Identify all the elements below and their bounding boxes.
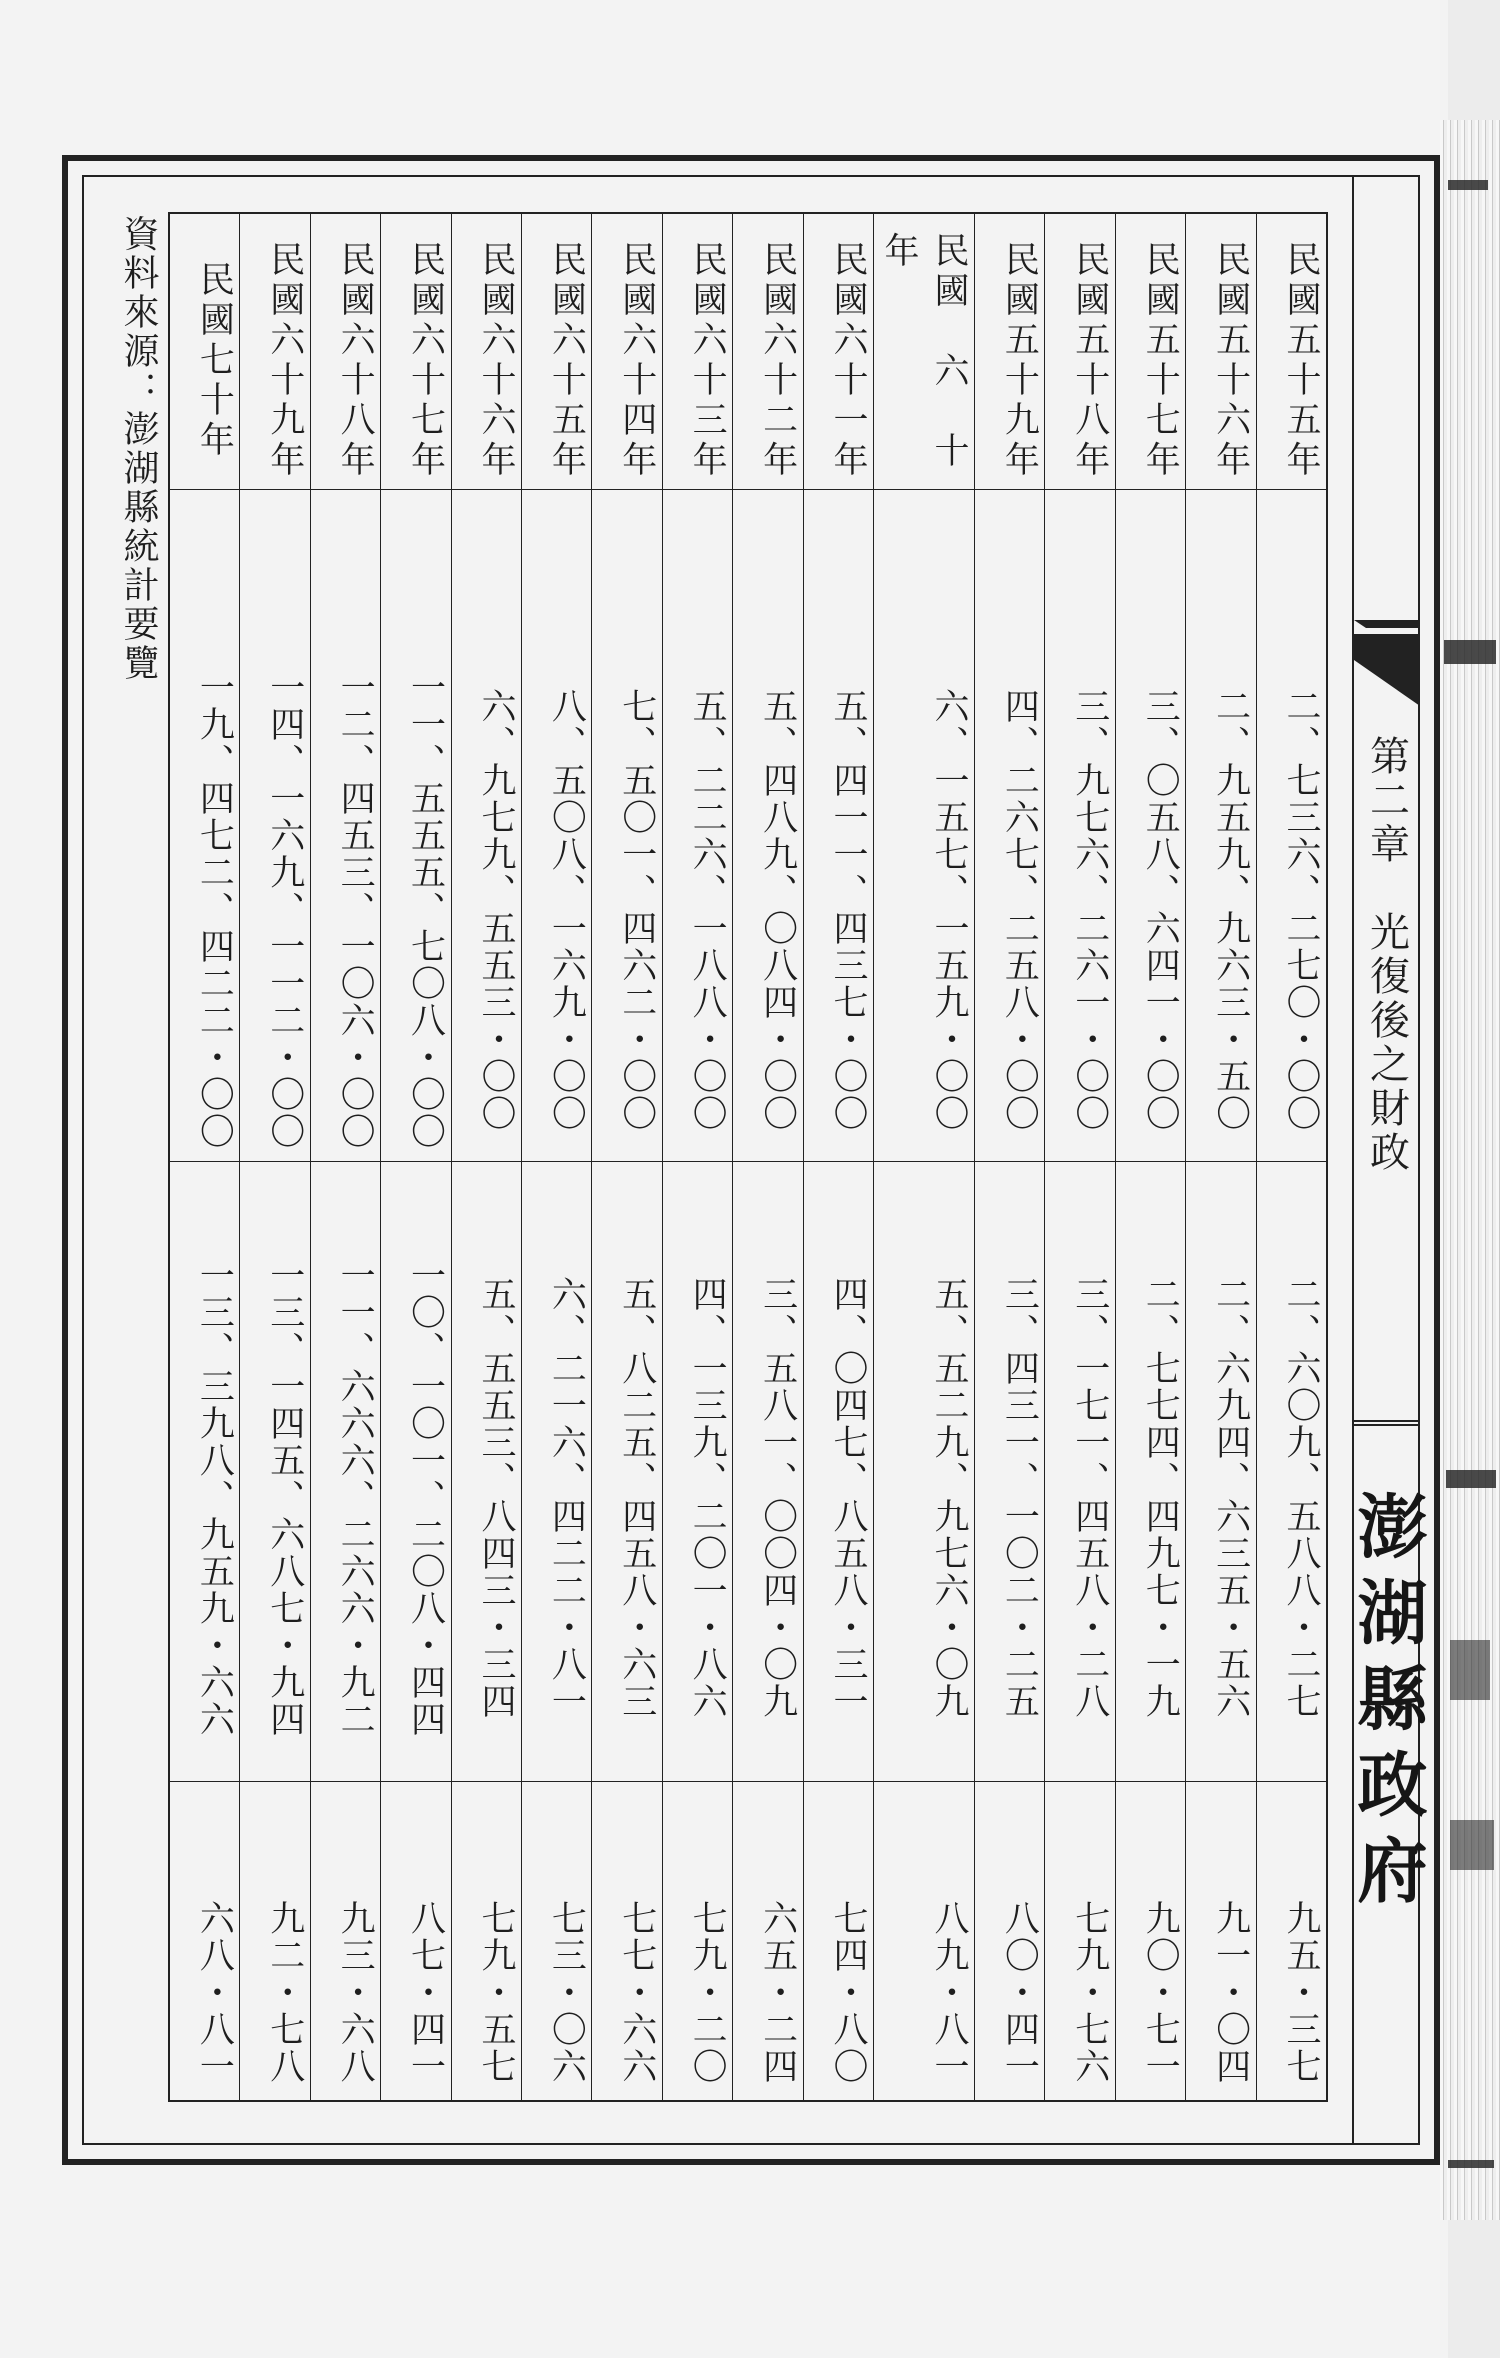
year-cell: 民國六十七年: [381, 214, 450, 490]
year-cell: 民國五十六年: [1186, 214, 1255, 490]
ratio-cell: 七九・二〇: [687, 1899, 728, 2085]
finance-table: [168, 212, 1328, 2102]
year-cell: 民國六十四年: [592, 214, 661, 490]
ratio-cell: 九五・三七: [1281, 1899, 1321, 2085]
budget-cell: 一二、四五三、一〇六・〇〇: [311, 490, 380, 1162]
actual-cell: 五、五五三、八四三・三四: [452, 1162, 521, 1782]
ratio-cell: 九一・〇四: [1210, 1899, 1251, 2085]
chapter-title: 第二章 光復後之財政: [1363, 735, 1410, 1175]
year-cell: 民國五十七年: [1116, 214, 1185, 490]
ratio-cell: 九〇・七一: [1140, 1899, 1181, 2085]
year-cell: 民國五十八年: [1045, 214, 1114, 490]
table-column: [310, 214, 380, 2100]
year-cell: 民國六十九年: [240, 214, 309, 490]
year-cell: 民國六十八年: [311, 214, 380, 490]
ratio-cell: 七三・〇六: [546, 1899, 587, 2085]
table-column: [1256, 214, 1326, 2100]
actual-cell: 二、七七四、四九七・一九: [1116, 1162, 1185, 1782]
table-column: [1185, 214, 1255, 2100]
actual-cell: 二、六〇九、五八八・二七: [1257, 1162, 1326, 1782]
chapter-marker: [1354, 620, 1420, 710]
actual-cell: 四、〇四七、八五八・三一: [804, 1162, 873, 1782]
ratio-cell: 九三・六八: [335, 1899, 376, 2085]
table-column: [521, 214, 591, 2100]
year-cell: 民國六十六年: [452, 214, 521, 490]
budget-cell: 七、五〇一、四六二・〇〇: [592, 490, 661, 1162]
table-column: [803, 214, 873, 2100]
actual-cell: 一三、一四五、六八七・九四: [240, 1162, 309, 1782]
table-column: [591, 214, 661, 2100]
actual-cell: 六、二一六、四二二・八一: [522, 1162, 591, 1782]
ratio-cell: 七九・七六: [1069, 1899, 1110, 2085]
actual-cell: 三、四三一、一〇二・二五: [975, 1162, 1044, 1782]
budget-cell: 二、九五九、九六三・五〇: [1186, 490, 1255, 1162]
table-column: [1115, 214, 1185, 2100]
year-cell: 民國七十年: [170, 214, 239, 490]
actual-cell: 五、八二五、四五八・六三: [592, 1162, 661, 1782]
budget-cell: 六、一五七、一五九・〇〇: [874, 490, 974, 1162]
actual-cell: 三、五八一、〇〇四・〇九: [733, 1162, 802, 1782]
budget-cell: 一四、一六九、一一二・〇〇: [240, 490, 309, 1162]
year-cell: 民國五十五年: [1257, 214, 1326, 490]
budget-cell: 一九、四七二、四二二・〇〇: [170, 490, 239, 1162]
table-column: [662, 214, 732, 2100]
page-edges: [1440, 120, 1500, 2220]
actual-cell: 一三、三九八、九五九・六六: [170, 1162, 239, 1782]
table-column: [974, 214, 1044, 2100]
ratio-cell: 六五・二四: [757, 1899, 798, 2085]
actual-cell: 四、一三九、二〇一・八六: [663, 1162, 732, 1782]
ratio-cell: 六八・八一: [194, 1899, 235, 2085]
year-cell: 民國六十五年: [522, 214, 591, 490]
budget-cell: 五、四八九、〇八四・〇〇: [733, 490, 802, 1162]
table-column: [239, 214, 309, 2100]
budget-cell: 二、七三六、二七〇・〇〇: [1257, 490, 1326, 1162]
ratio-cell: 九二・七八: [264, 1899, 305, 2085]
actual-cell: 五、五二九、九七六・〇九: [874, 1162, 974, 1782]
actual-cell: 一一、六六六、二六六・九二: [311, 1162, 380, 1782]
ratio-cell: 七四・八〇: [827, 1899, 868, 2085]
table-column: [732, 214, 802, 2100]
table-column: [873, 214, 974, 2100]
budget-cell: 三、〇五八、六四一・〇〇: [1116, 490, 1185, 1162]
actual-cell: 三、一七一、四五八・二八: [1045, 1162, 1114, 1782]
header-rule: [1354, 1420, 1420, 1426]
table-column: [451, 214, 521, 2100]
budget-cell: 五、二二六、一八八・〇〇: [663, 490, 732, 1162]
year-cell: 民國六十三年: [663, 214, 732, 490]
table-column: [380, 214, 450, 2100]
ratio-cell: 八七・四一: [405, 1899, 446, 2085]
budget-cell: 四、二六七、二五八・〇〇: [975, 490, 1044, 1162]
year-cell: 民國六十二年: [733, 214, 802, 490]
budget-cell: 六、九七九、五五三・〇〇: [452, 490, 521, 1162]
ratio-cell: 八九・八一: [928, 1899, 969, 2085]
ratio-cell: 七七・六六: [616, 1899, 657, 2085]
actual-cell: 一〇、一〇一、二〇八・四四: [381, 1162, 450, 1782]
table-column: [170, 214, 239, 2100]
ratio-cell: 八〇・四一: [999, 1899, 1040, 2085]
budget-cell: 三、九七六、二六一・〇〇: [1045, 490, 1114, 1162]
actual-cell: 二、六九四、六三五・五六: [1186, 1162, 1255, 1782]
year-cell: 民國五十九年: [975, 214, 1044, 490]
source-note: 資料來源：澎湖縣統計要覽: [118, 215, 159, 683]
budget-cell: 八、五〇八、一六九・〇〇: [522, 490, 591, 1162]
table-column: [1044, 214, 1114, 2100]
ratio-cell: 七九・五七: [475, 1899, 516, 2085]
budget-cell: 五、四一一、四三七・〇〇: [804, 490, 873, 1162]
spine-title: 澎湖縣政府: [1346, 1490, 1429, 1920]
budget-cell: 一一、五五五、七〇八・〇〇: [381, 490, 450, 1162]
year-cell: 民國六十一年: [804, 214, 873, 490]
year-cell: 民國 六 十 年: [874, 214, 974, 490]
